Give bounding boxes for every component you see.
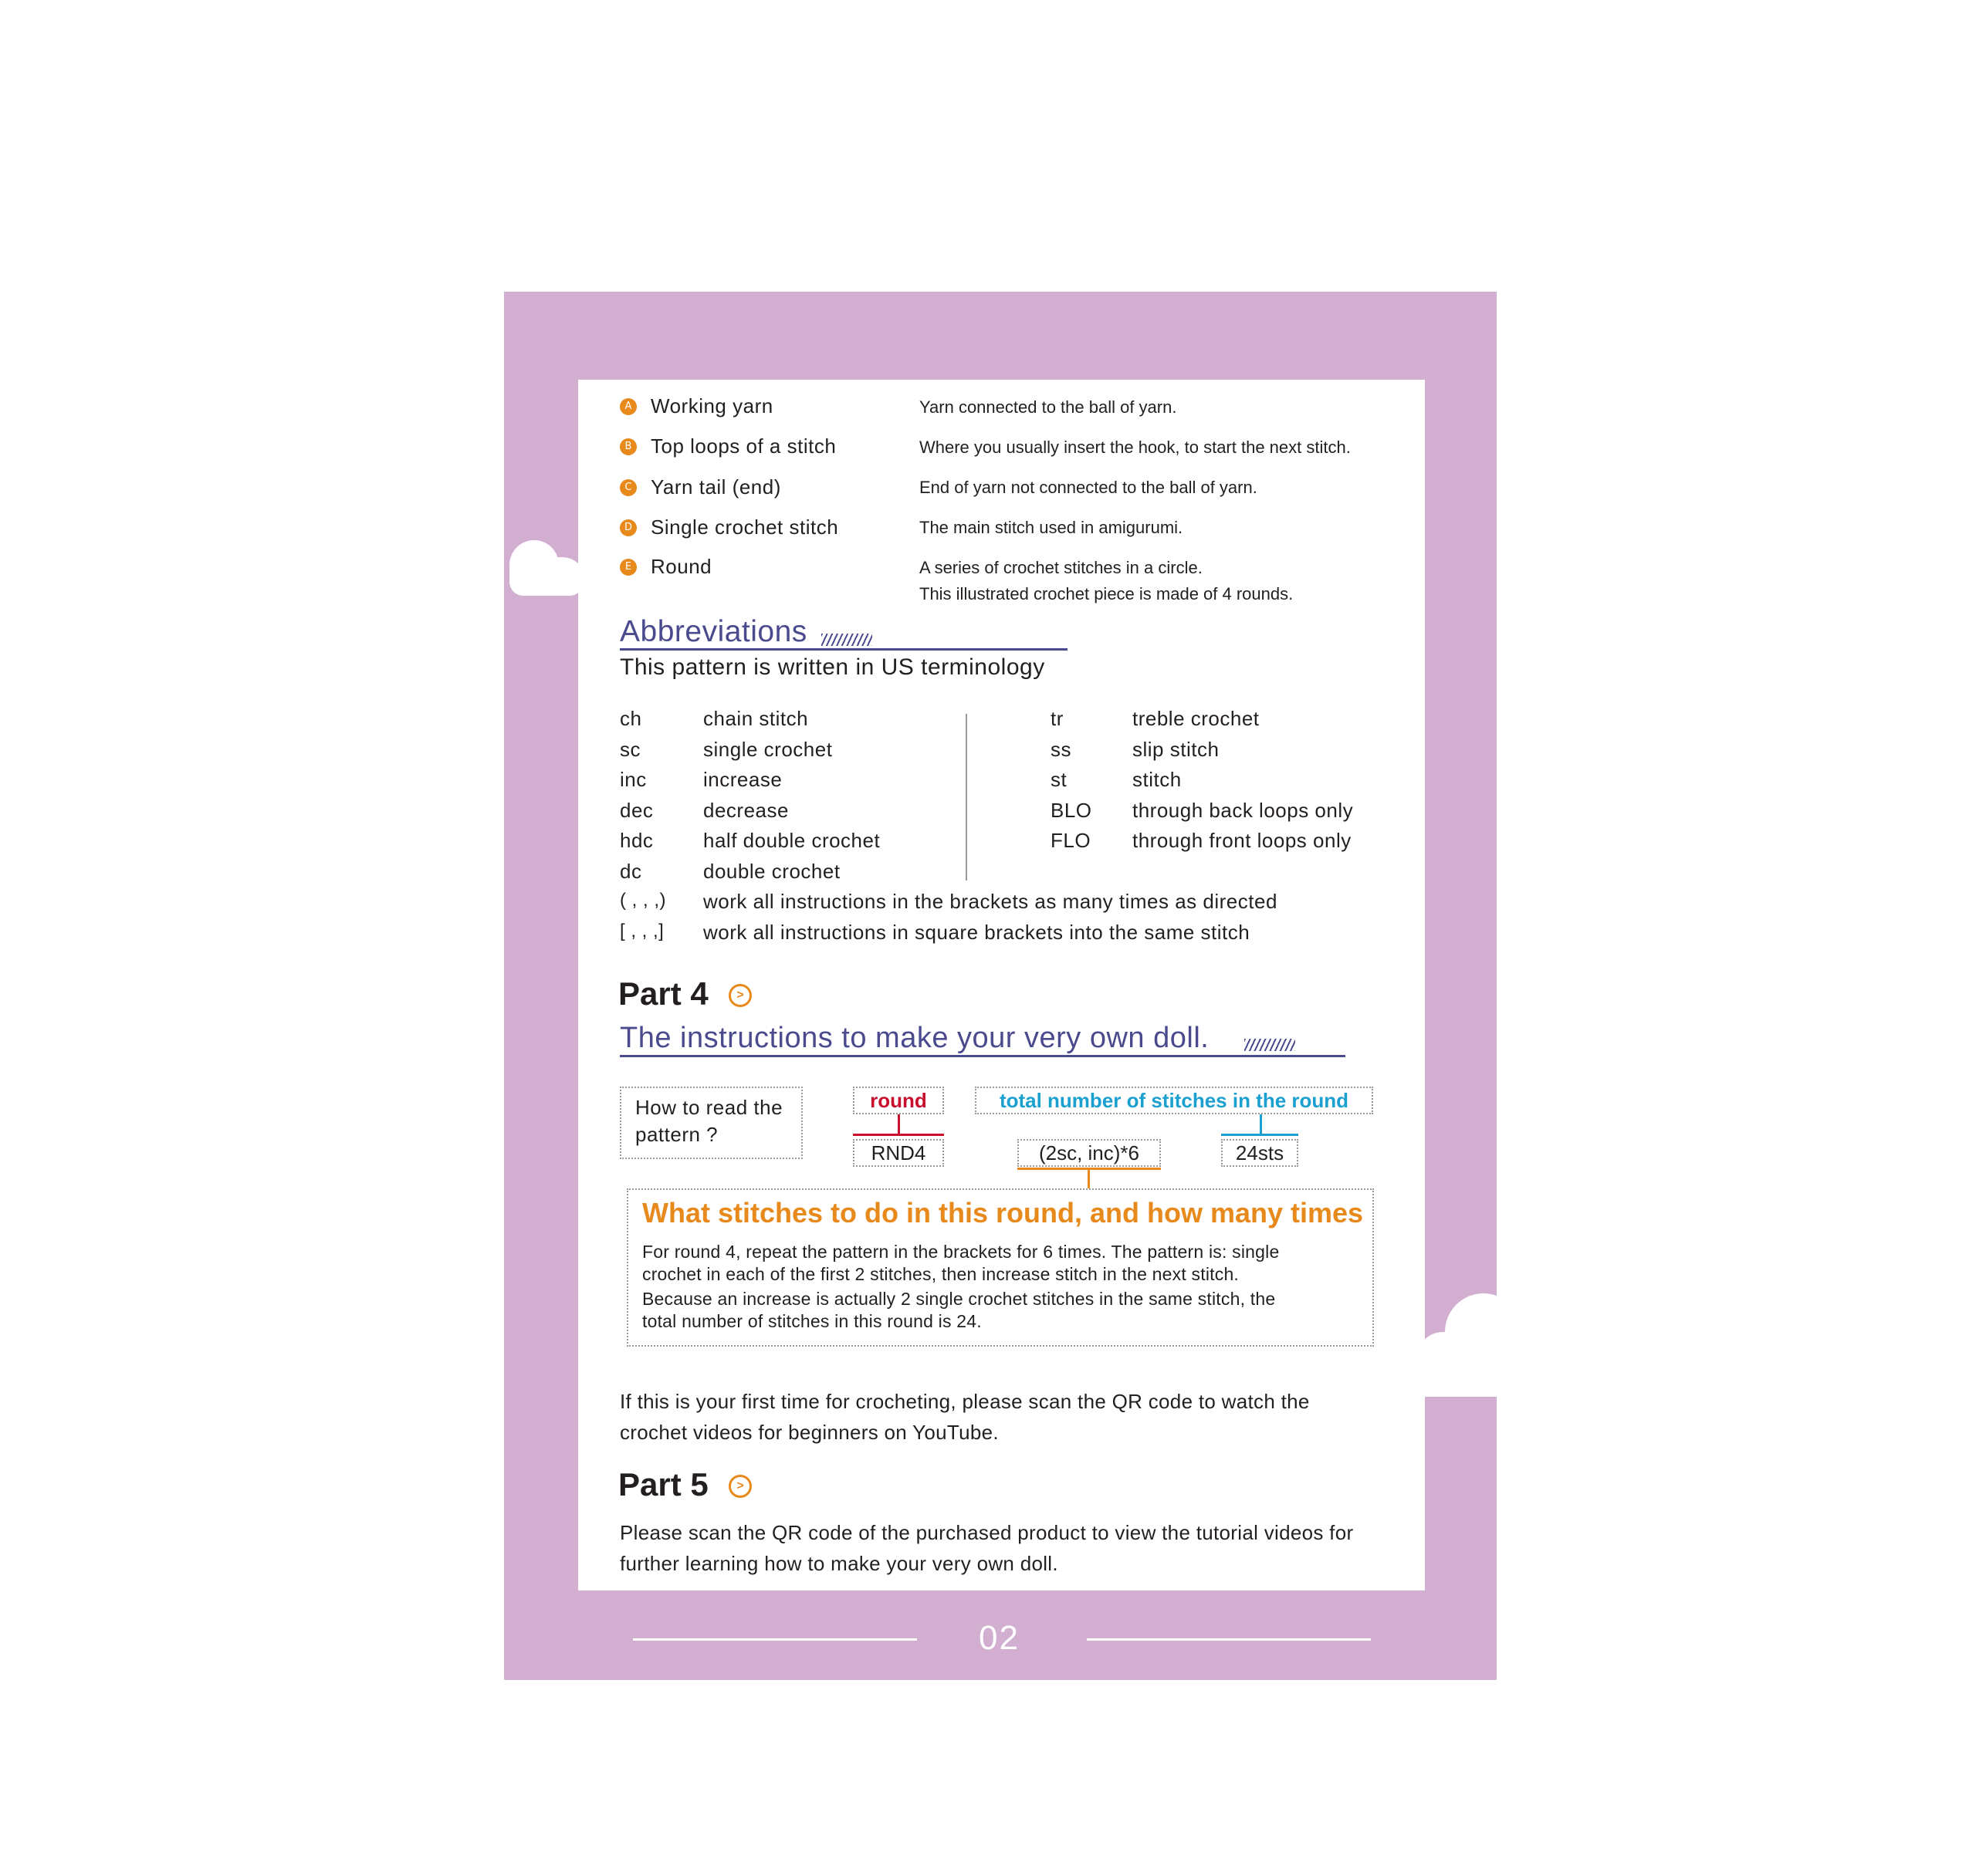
- legend-term-single-crochet: Single crochet stitch: [651, 515, 839, 539]
- rnd-value: RND4: [871, 1141, 926, 1164]
- footer-rule-right: [1087, 1638, 1371, 1641]
- round-label: round: [870, 1089, 927, 1112]
- round-connector: [898, 1114, 900, 1134]
- abbr-meaning: through front loops only: [1132, 829, 1352, 852]
- part5-title: Part 5: [618, 1466, 709, 1502]
- explanation-line3: Because an increase is actually 2 single crochet stitches in the same stitch, the: [642, 1289, 1276, 1309]
- legend-term-round: Round: [651, 555, 712, 578]
- beginner-line2: crochet videos for beginners on YouTube.: [620, 1421, 999, 1444]
- part4-hatch: [1244, 1039, 1295, 1051]
- footer-rule-left: [633, 1638, 917, 1641]
- legend-desc-single-crochet: The main stitch used in amigurumi.: [919, 518, 1183, 537]
- legend-badge-b: B: [620, 438, 637, 455]
- abbreviations-hatch: [821, 634, 872, 646]
- abbr-meaning: stitch: [1132, 768, 1182, 791]
- abbr-code: FLO: [1051, 829, 1091, 852]
- abbreviations-divider: [966, 714, 967, 881]
- cloud-decoration-left-3: [509, 568, 584, 596]
- legend-desc-round-2: This illustrated crochet piece is made of 4 rounds.: [919, 584, 1294, 603]
- explanation-line1: For round 4, repeat the pattern in the brackets for 6 times. The pattern is: single: [642, 1242, 1280, 1262]
- page-number: 02: [979, 1619, 1020, 1657]
- abbr-code: ( , , ,): [620, 890, 666, 911]
- part4-subtitle: The instructions to make your very own doll.: [620, 1022, 1210, 1054]
- abbr-meaning: decrease: [703, 799, 789, 822]
- abbr-code: BLO: [1051, 799, 1092, 822]
- arrow-circle-icon: >: [729, 1475, 752, 1498]
- abbr-code: ch: [620, 707, 642, 730]
- abbr-meaning: single crochet: [703, 738, 833, 761]
- total-label: total number of stitches in the round: [999, 1089, 1349, 1112]
- abbr-meaning: half double crochet: [703, 829, 881, 852]
- round-underline: [853, 1134, 944, 1136]
- abbr-meaning: work all instructions in the brackets as many times as directed: [703, 890, 1277, 913]
- abbr-code: [ , , ,]: [620, 921, 665, 941]
- abbr-code: dc: [620, 860, 642, 883]
- cloud-decoration-right-3: [1419, 1352, 1497, 1397]
- abbr-code: st: [1051, 768, 1068, 791]
- abbr-meaning: slip stitch: [1132, 738, 1220, 761]
- legend-badge-e: E: [620, 559, 637, 576]
- arrow-circle-icon: >: [729, 984, 752, 1007]
- legend-term-working-yarn: Working yarn: [651, 394, 773, 417]
- how-to-read-line1: How to read the: [635, 1096, 783, 1119]
- total-underline: [1221, 1134, 1298, 1136]
- legend-badge-a: A: [620, 398, 637, 415]
- legend-desc-top-loops: Where you usually insert the hook, to start the next stitch.: [919, 438, 1351, 457]
- pattern-connector: [1088, 1170, 1090, 1188]
- part5-line1: Please scan the QR code of the purchased product to view the tutorial videos for: [620, 1521, 1354, 1544]
- legend-term-top-loops: Top loops of a stitch: [651, 434, 837, 458]
- legend-desc-working-yarn: Yarn connected to the ball of yarn.: [919, 397, 1177, 417]
- part4-rule: [620, 1055, 1345, 1057]
- abbr-code: dec: [620, 799, 654, 822]
- legend-desc-round: A series of crochet stitches in a circle.: [919, 558, 1203, 577]
- abbreviations-rule: [620, 648, 1068, 651]
- abbreviations-subtitle: This pattern is written in US terminology: [620, 654, 1045, 680]
- how-to-read-line2: pattern ?: [635, 1123, 719, 1146]
- beginner-line1: If this is your first time for crocheting, please scan the QR code to watch the: [620, 1390, 1310, 1413]
- abbr-code: ss: [1051, 738, 1071, 761]
- pattern-value: (2sc, inc)*6: [1038, 1141, 1140, 1164]
- explanation-line4: total number of stitches in this round is 24.: [642, 1311, 982, 1331]
- part5-line2: further learning how to make your very own doll.: [620, 1552, 1058, 1575]
- sts-value: 24sts: [1235, 1141, 1284, 1164]
- abbr-code: sc: [620, 738, 641, 761]
- abbr-code: inc: [620, 768, 647, 791]
- abbr-meaning: work all instructions in square brackets into the same stitch: [703, 921, 1250, 944]
- legend-badge-c: C: [620, 479, 637, 496]
- abbr-code: hdc: [620, 829, 654, 852]
- abbr-meaning: chain stitch: [703, 707, 809, 730]
- abbr-code: tr: [1051, 707, 1064, 730]
- explanation-line2: crochet in each of the first 2 stitches, then increase stitch in the next stitch.: [642, 1264, 1240, 1284]
- part4-title: Part 4: [618, 975, 709, 1012]
- total-connector: [1260, 1114, 1262, 1134]
- explanation-title: What stitches to do in this round, and how many times: [642, 1197, 1364, 1229]
- abbr-meaning: through back loops only: [1132, 799, 1354, 822]
- legend-badge-d: D: [620, 519, 637, 536]
- legend-desc-yarn-tail: End of yarn not connected to the ball of yarn.: [919, 478, 1257, 497]
- legend-term-yarn-tail: Yarn tail (end): [651, 475, 781, 499]
- abbr-meaning: double crochet: [703, 860, 841, 883]
- abbreviations-title: Abbreviations: [620, 615, 807, 648]
- abbr-meaning: increase: [703, 768, 783, 791]
- abbr-meaning: treble crochet: [1132, 707, 1260, 730]
